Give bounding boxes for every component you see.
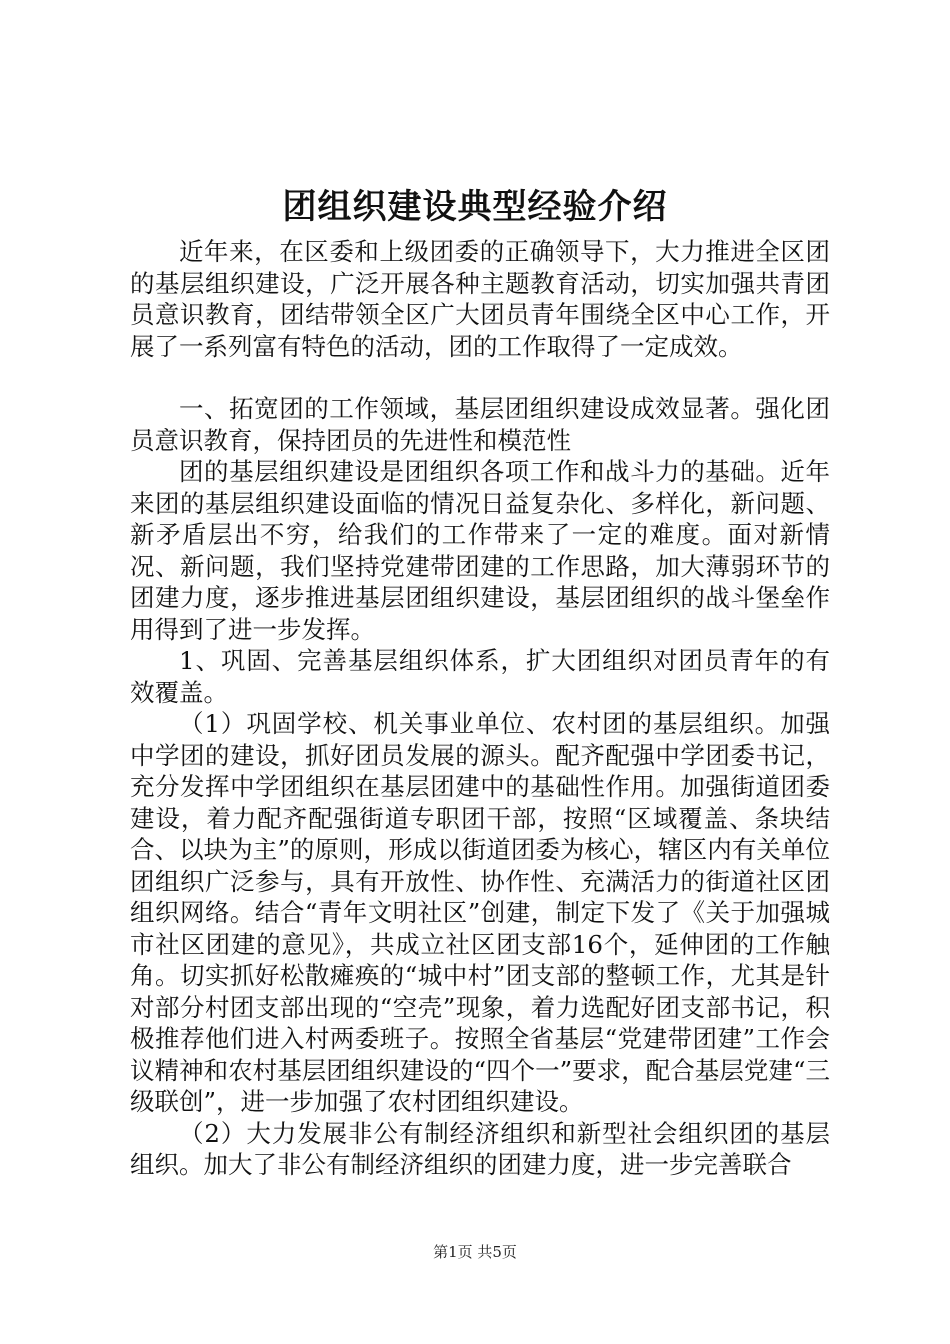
intro-paragraph: 近年来，在区委和上级团委的正确领导下，大力推进全区团的基层组织建设，广泛开展各种主题教育活动，切实加强共青团员意识教育，团结带领全区广大团员青年围绕全区中心工作，开展了一系列富有特色的活动，团的工作取得了一定成效。 [130,237,830,361]
document-body [130,236,830,1181]
body-paragraph: 团的基层组织建设是团组织各项工作和战斗力的基础。近年来团的基层组织建设面临的情况日益复杂化、多样化，新问题、新矛盾层出不穷，给我们的工作带来了一定的难度。面对新情况、新问题，我们坚持党建带团建的工作思路，加大薄弱环节的团建力度，逐步推进基层团组织建设，基层团组织的战斗堡垒作用得到了进一步发挥。 [130,457,830,644]
body-paragraph-item-2: （2）大力发展非公有制经济组织和新型社会组织团的基层组织。加大了非公有制经济组织的团建力度，进一步完善联合 [130,1118,830,1179]
section-heading-1: 一、拓宽团的工作领域，基层团组织建设成效显著。强化团员意识教育，保持团员的先进性和模范性 [130,394,830,455]
document-title: 团组织建设典型经验介绍 [282,187,668,227]
page-footer: 第1页 共5页 [433,1243,517,1261]
body-paragraph-item-1: （1）巩固学校、机关事业单位、农村团的基层组织。加强中学团的建设，抓好团员发展的源头。配齐配强中学团委书记，充分发挥中学团组织在基层团建中的基础性作用。加强街道团委建设，着力配齐配强街道专职团干部，按照“区域覆盖、条块结合、以块为主”的原则，形成以街道团委为核心，辖区内有关单位团组织广泛参与，具有开放性、协作性、充满活力的街道社区团组织网络。结合“青年文明社区”创建，制定下发了《关于加强城市社区团建的意见》，共成立社区团支部16个，延伸团的工作触角。切实抓好松散瘫痪的“城中村”团支部的整顿工作，尤其是针对部分村团支部出现的“空壳”现象，着力选配好团支部书记，积极推荐他们进入村两委班子。按照全省基层“党建带团建”工作会议精神和农村基层团组织建设的“四个一”要求，配合基层党建“三级联创”，进一步加强了农村团组织建设。 [130,709,830,1116]
subheading-1: 1、巩固、完善基层组织体系，扩大团组织对团员青年的有效覆盖。 [130,646,830,707]
